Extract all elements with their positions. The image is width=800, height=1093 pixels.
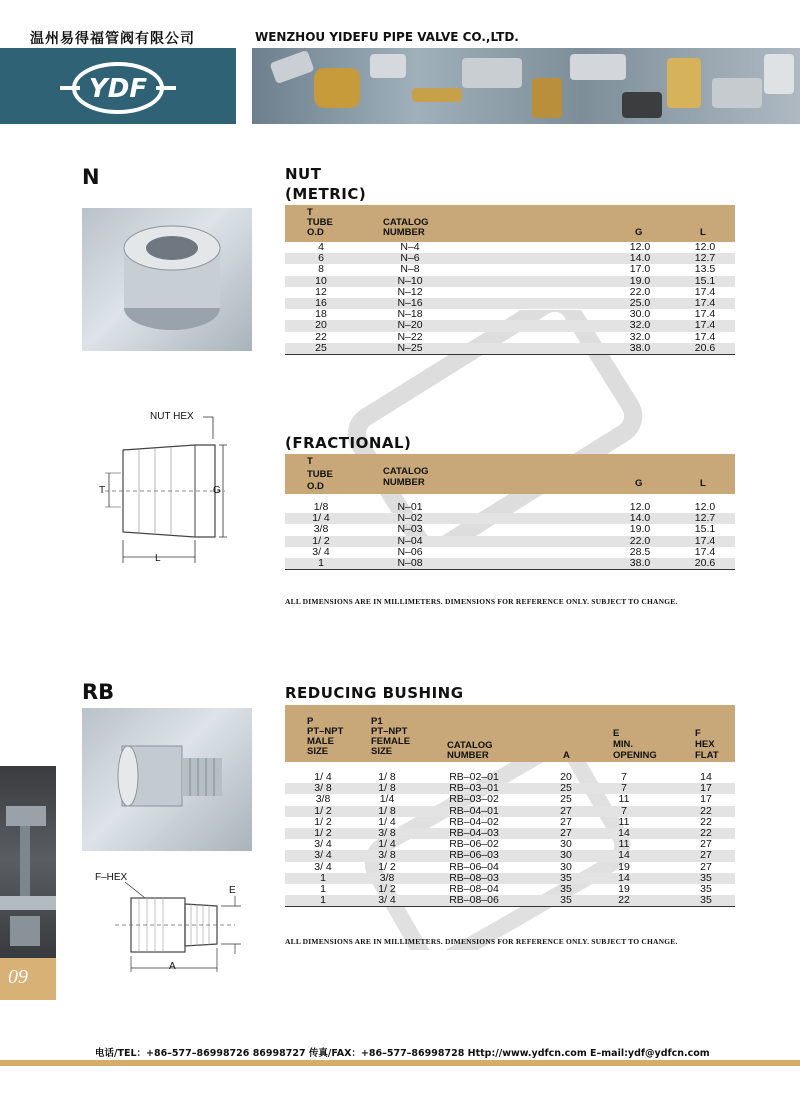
cell-l: 15.1 <box>694 523 716 536</box>
cell-tube-od: 25 <box>315 341 327 354</box>
cell-p-size: 3/ 4 <box>314 849 332 862</box>
company-name-en: WENZHOU YIDEFU PIPE VALVE CO.,LTD. <box>255 30 519 44</box>
nut-metric-table <box>285 205 735 355</box>
cell-f: 22 <box>700 826 712 839</box>
header-banner-image <box>252 48 800 124</box>
table-row <box>285 817 735 828</box>
cell-p-size: 1 <box>320 882 326 895</box>
cell-p1-size: 1/ 4 <box>378 815 396 828</box>
cell-catalog-number: N–03 <box>397 523 423 536</box>
table-row <box>285 309 735 320</box>
table-header <box>285 705 735 762</box>
cell-tube-od: 1/8 <box>313 501 329 513</box>
cell-g: 12.0 <box>629 501 651 513</box>
cell-e: 19 <box>618 860 630 873</box>
nut-dimensions-note: ALL DIMENSIONS ARE IN MILLIMETERS. DIMENSIONS FOR REFERENCE ONLY. SUBJECT TO CHANGE. <box>285 597 678 606</box>
header-catalog: CATALOG <box>447 740 493 751</box>
company-name-cn: 温州易得福管阀有限公司 <box>30 31 195 47</box>
cell-catalog-number: N–4 <box>400 241 420 253</box>
cell-catalog-number: N–06 <box>397 545 423 558</box>
header-tube: TUBE <box>307 217 333 228</box>
cell-e: 7 <box>621 782 627 795</box>
cell-l: 12.0 <box>694 241 716 253</box>
cell-e: 11 <box>618 793 630 806</box>
section-letter-n: N <box>82 165 100 189</box>
table-row <box>285 895 735 906</box>
cell-e: 22 <box>618 894 630 907</box>
cell-a: 30 <box>560 838 572 851</box>
cell-g: 38.0 <box>629 556 651 569</box>
cell-g: 14.0 <box>629 252 651 265</box>
cell-l: 17.4 <box>694 330 716 343</box>
header-p-line3: MALE <box>307 736 334 747</box>
cell-p-size: 1/ 4 <box>314 771 332 783</box>
cell-e: 11 <box>618 815 630 828</box>
table-row <box>285 242 735 253</box>
cell-l: 12.7 <box>694 252 716 265</box>
cell-f: 27 <box>700 860 712 873</box>
cell-catalog-number: RB–03–01 <box>449 782 499 795</box>
cell-l: 12.7 <box>694 512 716 525</box>
cell-p-size: 3/ 4 <box>314 838 332 851</box>
cell-p-size: 1 <box>320 871 326 884</box>
cell-tube-od: 18 <box>315 308 327 321</box>
cell-f: 27 <box>700 838 712 851</box>
cell-catalog-number: N–22 <box>397 330 423 343</box>
cell-e: 7 <box>621 771 627 783</box>
cell-g: 17.0 <box>629 263 651 276</box>
cell-l: 15.1 <box>694 274 716 287</box>
reducing-bushing-diagram <box>95 868 255 978</box>
table-row <box>285 806 735 817</box>
reducing-bushing-photo <box>82 708 252 851</box>
nut-metric-title: (METRIC) <box>285 185 367 203</box>
cell-tube-od: 16 <box>315 296 327 309</box>
cell-g: 19.0 <box>629 274 651 287</box>
nut-fractional-title: (FRACTIONAL) <box>285 434 412 452</box>
cell-a: 27 <box>560 815 572 828</box>
cell-e: 7 <box>621 804 627 817</box>
cell-tube-od: 4 <box>318 241 324 253</box>
cell-catalog-number: N–04 <box>397 534 423 547</box>
nut-dim-l: L <box>155 553 161 564</box>
header-l: L <box>700 227 706 238</box>
rb-title: REDUCING BUSHING <box>285 684 464 702</box>
nut-photo <box>82 208 252 351</box>
table-row <box>285 513 735 524</box>
header-p1-line3: FEMALE <box>371 736 411 747</box>
cell-f: 22 <box>700 815 712 828</box>
header-g: G <box>635 227 643 238</box>
cell-g: 28.5 <box>629 545 651 558</box>
table-row <box>285 264 735 275</box>
rb-hex-label: F–HEX <box>95 872 128 883</box>
cell-l: 12.0 <box>694 501 716 513</box>
cell-p1-size: 3/ 8 <box>378 826 396 839</box>
table-row <box>285 783 735 794</box>
nut-hex-label: NUT HEX <box>150 411 194 422</box>
table-row <box>285 828 735 839</box>
cell-tube-od: 6 <box>318 252 324 265</box>
cell-g: 22.0 <box>629 534 651 547</box>
header-f-line2: HEX <box>695 739 715 750</box>
cell-catalog-number: N–18 <box>397 308 423 321</box>
cell-catalog-number: RB–04–01 <box>449 804 499 817</box>
cell-catalog-number: N–16 <box>397 296 423 309</box>
cell-f: 35 <box>700 871 712 884</box>
table-row <box>285 547 735 558</box>
table-row <box>285 850 735 861</box>
table-row <box>285 772 735 783</box>
cell-p1-size: 1/ 2 <box>378 882 396 895</box>
rb-dimensions-note: ALL DIMENSIONS ARE IN MILLIMETERS. DIMENSIONS FOR REFERENCE ONLY. SUBJECT TO CHANGE. <box>285 937 678 946</box>
cell-e: 11 <box>618 838 630 851</box>
cell-catalog-number: RB–06–04 <box>449 860 499 873</box>
cell-e: 14 <box>618 849 630 862</box>
rb-dim-a: A <box>169 961 176 972</box>
header-tube: TUBE <box>307 469 333 480</box>
header-catalog: CATALOG <box>383 466 429 477</box>
cell-catalog-number: RB–04–03 <box>449 826 499 839</box>
cell-a: 25 <box>560 793 572 806</box>
cell-tube-od: 10 <box>315 274 327 287</box>
table-row <box>285 298 735 309</box>
cell-catalog-number: RB–06–02 <box>449 838 499 851</box>
header-e-line3: OPENING <box>613 750 657 761</box>
cell-g: 32.0 <box>629 319 651 332</box>
cell-p1-size: 3/ 8 <box>378 849 396 862</box>
cell-tube-od: 3/8 <box>313 523 329 536</box>
table-row <box>285 502 735 513</box>
table-row <box>285 558 735 569</box>
cell-f: 27 <box>700 849 712 862</box>
cell-f: 17 <box>700 782 712 795</box>
cell-tube-od: 1 <box>318 556 324 569</box>
cell-catalog-number: N–10 <box>397 274 423 287</box>
header-od: O.D <box>307 227 324 238</box>
cell-p-size: 1 <box>320 894 326 907</box>
table-header <box>285 454 735 494</box>
cell-e: 14 <box>618 871 630 884</box>
rb-dim-e: E <box>229 885 236 896</box>
table-bottom-rule <box>285 354 735 355</box>
cell-tube-od: 20 <box>315 319 327 332</box>
header-p1: P1 <box>371 716 383 727</box>
cell-e: 14 <box>618 826 630 839</box>
table-row <box>285 332 735 343</box>
table-header <box>285 205 735 242</box>
table-row <box>285 343 735 354</box>
header-t: T <box>307 207 313 218</box>
cell-l: 17.4 <box>694 545 716 558</box>
table-bottom-rule <box>285 906 735 907</box>
cell-tube-od: 3/ 4 <box>312 545 330 558</box>
cell-a: 35 <box>560 882 572 895</box>
header-f: F <box>695 728 701 739</box>
cell-a: 30 <box>560 860 572 873</box>
cell-catalog-number: N–20 <box>397 319 423 332</box>
cell-e: 19 <box>618 882 630 895</box>
cell-tube-od: 8 <box>318 263 324 276</box>
table-row <box>285 276 735 287</box>
cell-catalog-number: RB–08–04 <box>449 882 499 895</box>
cell-g: 19.0 <box>629 523 651 536</box>
cell-catalog-number: RB–08–06 <box>449 894 499 907</box>
header-t: T <box>307 456 313 467</box>
logo-panel <box>0 48 236 124</box>
table-row <box>285 862 735 873</box>
cell-g: 32.0 <box>629 330 651 343</box>
table-bottom-rule <box>285 569 735 570</box>
header-e-line2: MIN. <box>613 739 634 750</box>
footer-bar <box>0 1060 800 1066</box>
ydf-logo <box>0 48 236 124</box>
cell-tube-od: 12 <box>315 285 327 298</box>
cell-a: 35 <box>560 871 572 884</box>
table-row <box>285 839 735 850</box>
cell-catalog-number: RB–02–01 <box>449 771 499 783</box>
table-row <box>285 794 735 805</box>
cell-p1-size: 1/ 8 <box>378 782 396 795</box>
table-row <box>285 884 735 895</box>
header-p1-line4: SIZE <box>371 746 393 757</box>
cell-a: 35 <box>560 894 572 907</box>
nut-dim-t: T <box>99 485 106 496</box>
table-row <box>285 253 735 264</box>
table-row <box>285 524 735 535</box>
section-letter-rb: RB <box>82 680 115 704</box>
header-p-line4: SIZE <box>307 746 329 757</box>
header-catalog: CATALOG <box>383 217 429 228</box>
header-p: P <box>307 716 314 727</box>
header-a: A <box>563 750 570 761</box>
cell-p1-size: 1/4 <box>379 793 395 806</box>
cell-p1-size: 1/ 8 <box>378 771 396 783</box>
cell-p1-size: 1/ 2 <box>378 860 396 873</box>
cell-tube-od: 22 <box>315 330 327 343</box>
cell-l: 20.6 <box>694 556 716 569</box>
page-number: 09 <box>0 958 56 1000</box>
header-number: NUMBER <box>383 227 425 238</box>
cell-catalog-number: RB–08–03 <box>449 871 499 884</box>
cell-a: 27 <box>560 826 572 839</box>
header-p1-line2: PT–NPT <box>371 726 408 737</box>
cell-a: 25 <box>560 782 572 795</box>
cell-catalog-number: RB–06–03 <box>449 849 499 862</box>
cell-g: 14.0 <box>629 512 651 525</box>
cell-l: 20.6 <box>694 341 716 354</box>
cell-a: 20 <box>560 771 572 783</box>
cell-l: 17.4 <box>694 296 716 309</box>
cell-catalog-number: N–08 <box>397 556 423 569</box>
header-p-line2: PT–NPT <box>307 726 344 737</box>
cell-catalog-number: N–02 <box>397 512 423 525</box>
table-row <box>285 320 735 331</box>
cell-catalog-number: RB–03–02 <box>449 793 499 806</box>
footer-contact: 电话/TEL：+86–577–86998726 86998727 传真/FAX：+86–577–86998728 Http://www.ydfcn.com E–mail:ydf@ydfcn.com <box>95 1048 710 1059</box>
table-row <box>285 536 735 547</box>
nut-dim-g: G <box>213 485 221 496</box>
cell-a: 30 <box>560 849 572 862</box>
cell-p1-size: 1/ 4 <box>378 838 396 851</box>
cell-f: 14 <box>700 771 712 783</box>
cell-p1-size: 3/ 4 <box>378 894 396 907</box>
cell-catalog-number: N–6 <box>400 252 420 265</box>
header-number: NUMBER <box>383 477 425 488</box>
cell-catalog-number: N–8 <box>400 263 420 276</box>
cell-p-size: 1/ 2 <box>314 826 332 839</box>
cell-g: 30.0 <box>629 308 651 321</box>
nut-diagram <box>95 405 235 575</box>
cell-g: 22.0 <box>629 285 651 298</box>
table-row <box>285 873 735 884</box>
nut-title: NUT <box>285 165 322 183</box>
cell-l: 13.5 <box>694 263 716 276</box>
cell-p-size: 1/ 2 <box>314 804 332 817</box>
cell-p1-size: 1/ 8 <box>378 804 396 817</box>
cell-g: 38.0 <box>629 341 651 354</box>
cell-f: 17 <box>700 793 712 806</box>
cell-catalog-number: N–25 <box>397 341 423 354</box>
cell-l: 17.4 <box>694 308 716 321</box>
cell-l: 17.4 <box>694 285 716 298</box>
cell-tube-od: 1/ 2 <box>312 534 330 547</box>
cell-p-size: 1/ 2 <box>314 815 332 828</box>
cell-l: 17.4 <box>694 319 716 332</box>
logo-text: YDF <box>88 74 148 104</box>
cell-f: 35 <box>700 882 712 895</box>
cell-tube-od: 1/ 4 <box>312 512 330 525</box>
cell-p-size: 3/ 4 <box>314 860 332 873</box>
header-od: O.D <box>307 481 324 492</box>
cell-a: 27 <box>560 804 572 817</box>
cell-f: 35 <box>700 894 712 907</box>
nut-fractional-table <box>285 454 735 570</box>
header-l: L <box>700 478 706 489</box>
cell-catalog-number: N–01 <box>397 501 423 513</box>
cell-g: 25.0 <box>629 296 651 309</box>
cell-p1-size: 3/8 <box>379 871 395 884</box>
table-row <box>285 287 735 298</box>
cell-l: 17.4 <box>694 534 716 547</box>
header-f-line3: FLAT <box>695 750 719 761</box>
cell-catalog-number: N–12 <box>397 285 423 298</box>
cell-p-size: 3/ 8 <box>314 782 332 795</box>
cell-g: 12.0 <box>629 241 651 253</box>
rb-table <box>285 705 735 907</box>
header-g: G <box>635 478 643 489</box>
cell-f: 22 <box>700 804 712 817</box>
header-number: NUMBER <box>447 750 489 761</box>
cell-catalog-number: RB–04–02 <box>449 815 499 828</box>
cell-p-size: 3/8 <box>315 793 331 806</box>
header-e: E <box>613 728 620 739</box>
